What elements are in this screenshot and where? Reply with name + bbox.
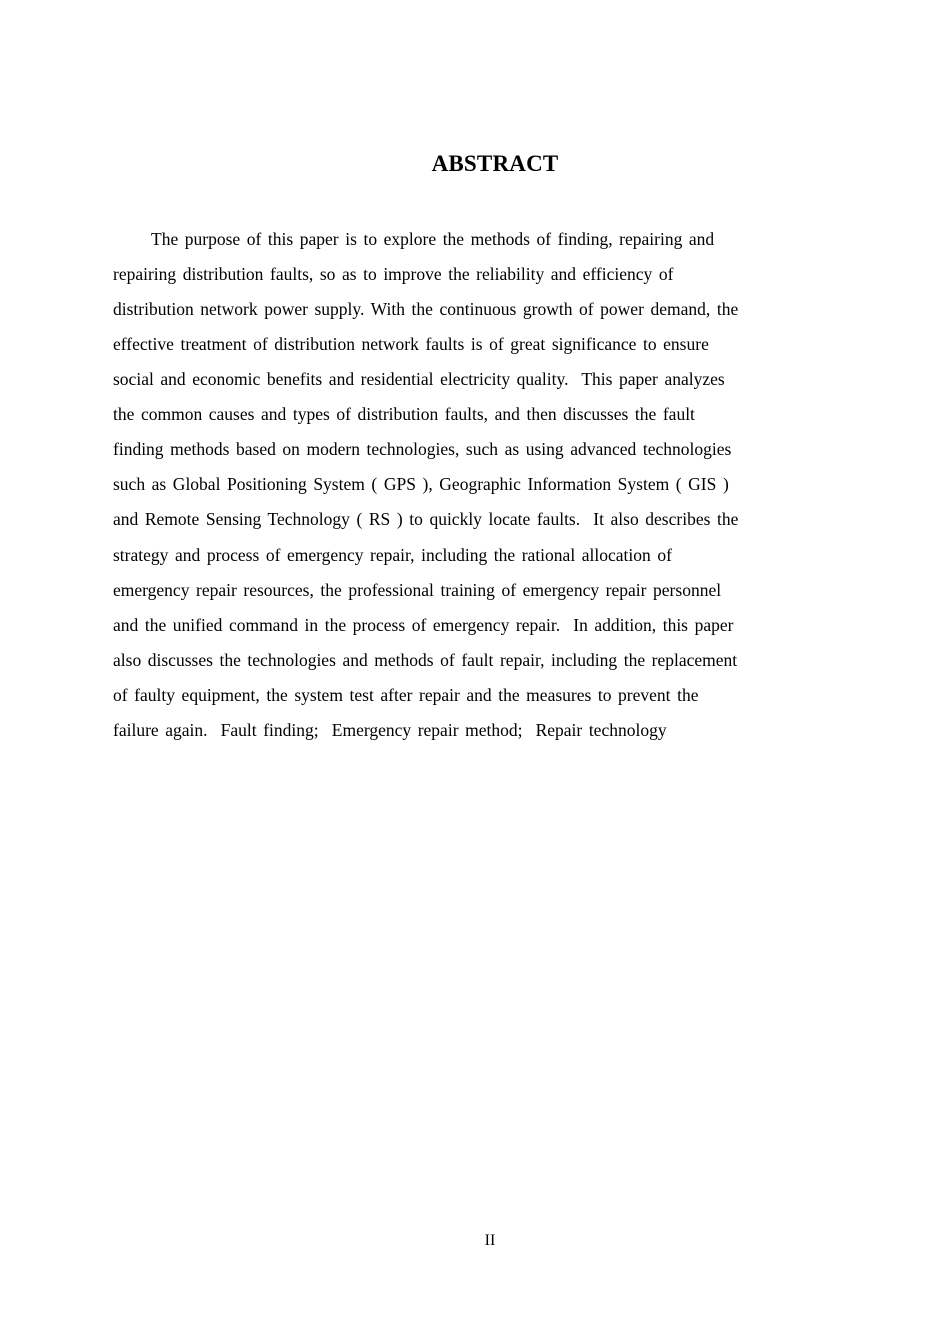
abstract-line: and the unified command in the process of emergency repair. In addition, this paper — [113, 615, 734, 635]
abstract-line: social and economic benefits and residential electricity quality. This paper analyzes — [113, 369, 725, 389]
abstract-line: and Remote Sensing Technology ( RS ) to quickly locate faults. It also describes the — [113, 509, 739, 529]
abstract-line: effective treatment of distribution network faults is of great significance to ensure — [113, 334, 709, 354]
abstract-line: repairing distribution faults, so as to improve the reliability and efficiency of — [113, 264, 674, 284]
abstract-line: finding methods based on modern technologies, such as using advanced technologies — [113, 439, 732, 459]
abstract-line: also discusses the technologies and methods of fault repair, including the replacement — [113, 650, 738, 670]
abstract-title: ABSTRACT — [431, 151, 559, 176]
abstract-line: strategy and process of emergency repair, including the rational allocation of — [113, 545, 672, 565]
abstract-line: failure again. Fault finding; Emergency repair method; Repair technology — [113, 720, 667, 740]
abstract-line: distribution network power supply. With the continuous growth of power demand, the — [113, 299, 739, 319]
abstract-line: The purpose of this paper is to explore the methods of finding, repairing and — [151, 229, 715, 249]
page-number: II — [484, 1232, 496, 1249]
abstract-line: the common causes and types of distribution faults, and then discusses the fault — [113, 404, 695, 424]
abstract-line: such as Global Positioning System ( GPS ), Geographic Information System ( GIS ) — [113, 474, 729, 494]
abstract-line: of faulty equipment, the system test after repair and the measures to prevent the — [113, 685, 699, 705]
abstract-line: emergency repair resources, the professional training of emergency repair personnel — [113, 580, 722, 600]
